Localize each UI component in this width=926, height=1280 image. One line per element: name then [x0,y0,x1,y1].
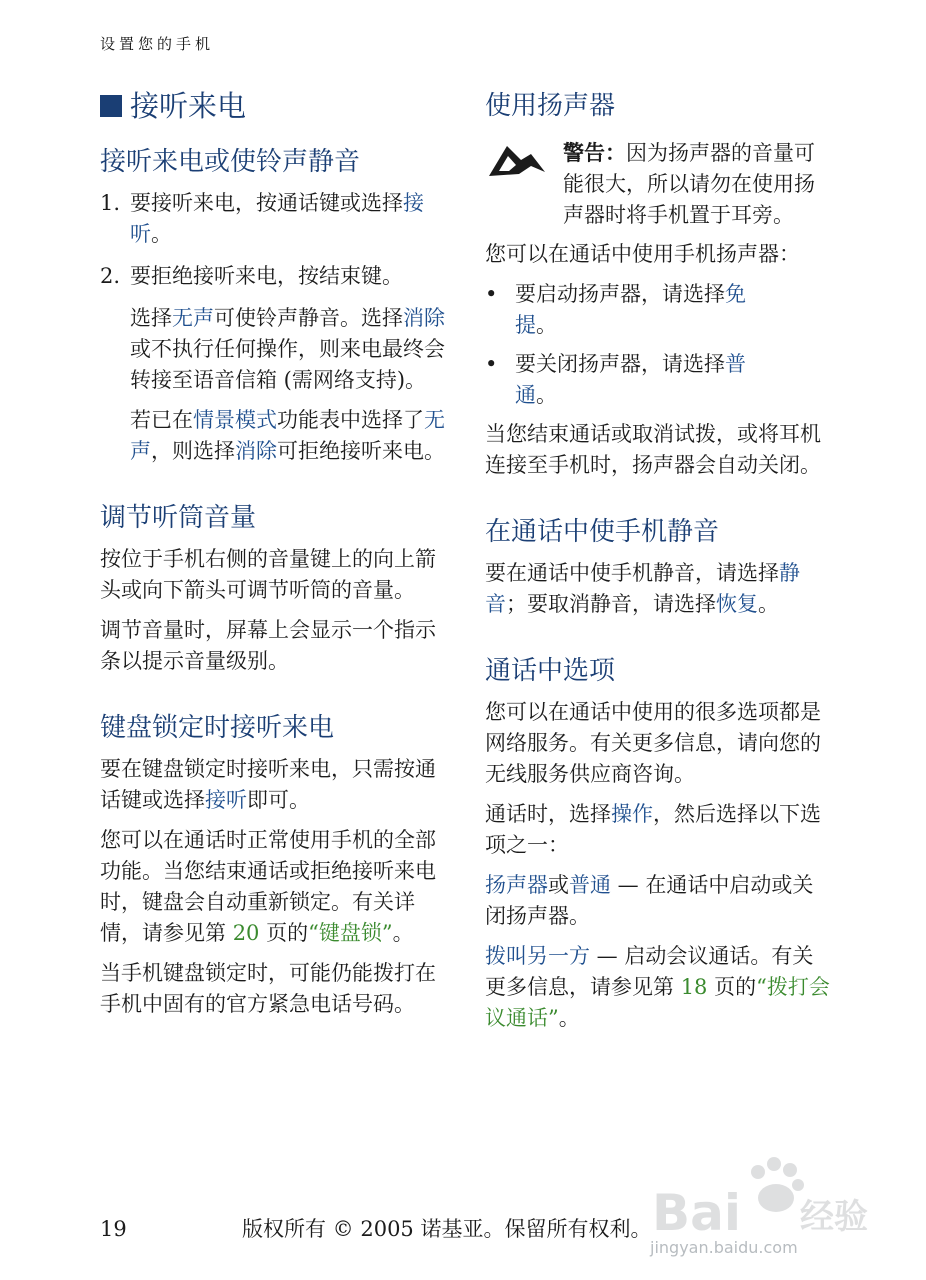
link-silent[interactable]: 无声 [130,408,445,463]
link-options[interactable]: 操作 [611,802,653,826]
copyright-notice: 版权所有 © 2005 诺基亚。保留所有权利。 [242,1217,652,1241]
cross-reference-link[interactable]: “键盘锁” [308,921,393,945]
link-loudspeaker[interactable]: 扬声器 [485,873,548,897]
bullet-icon: • [485,282,498,306]
list-item: • 要启动扬声器，请选择免提。 [485,279,830,341]
link-handsfree[interactable]: 免提 [515,282,746,337]
title-square-icon [100,95,122,117]
warning-icon [485,138,563,231]
svg-text:经验: 经验 [800,1197,868,1237]
page-ref-number[interactable]: 18 [680,975,708,999]
page-number: 19 [100,1217,127,1241]
right-column [485,86,830,1043]
heading-mute-in-call: 在通话中使手机静音 [485,517,720,547]
heading-answer-or-mute: 接听来电或使铃声静音 [100,147,361,177]
link-normal[interactable]: 普通 [569,873,611,897]
link-reject[interactable]: 消除 [403,306,445,330]
left-column [100,86,445,1029]
step-number: 1. [100,191,121,215]
step-number: 2. [100,264,121,288]
svg-text:Bai: Bai [652,1184,741,1242]
cross-reference-link[interactable]: “拨打会议通话” [485,975,830,1030]
watermark-url: jingyan.baidu.com [650,1238,798,1257]
list-item: • 要关闭扬声器，请选择普通。 [485,349,830,411]
paragraph: 要在通话中使手机静音，请选择静音；要取消静音，请选择恢复。 [485,561,800,616]
bullet-list [485,279,830,411]
link-unmute[interactable]: 恢复 [716,592,758,616]
paragraph: 要在键盘锁定时接听来电，只需按通话键或选择接听即可。 [100,757,436,812]
paragraph: 拨叫另一方 — 启动会议通话。有关更多信息，请参见第 18 页的“拨打会议通话”。 [485,944,830,1030]
chapter-title-text: 接听来电 [130,89,247,123]
paragraph: 扬声器或普通 — 在通话中启动或关闭扬声器。 [485,873,814,928]
paragraph: 您可以在通话中使用的很多选项都是网络服务。有关更多信息，请向您的无线服务供应商咨询。 [485,700,821,786]
link-silent[interactable]: 无声 [172,306,214,330]
steps-list [100,188,445,292]
link-new-call[interactable]: 拨叫另一方 [485,944,590,968]
warning-box [485,138,830,231]
paragraph: 若已在情景模式功能表中选择了无声，则选择消除可拒绝接听来电。 [130,408,445,463]
bullet-icon: • [485,352,498,376]
page-ref-number[interactable]: 20 [232,921,260,945]
link-reject[interactable]: 消除 [235,439,277,463]
paragraph: 当手机键盘锁定时，可能仍能拨打在手机中固有的官方紧急电话号码。 [100,961,436,1016]
paragraph: 选择无声可使铃声静音。选择消除或不执行任何操作，则来电最终会转接至语音信箱 (需网络支持)。 [130,306,445,392]
heading-loudspeaker: 使用扬声器 [485,91,616,121]
step-1 [100,188,445,250]
link-normal[interactable]: 普通 [515,352,746,407]
step-2 [100,261,445,292]
section-header: 设置您的手机 [100,35,215,53]
chapter-title [100,86,445,126]
link-answer[interactable]: 接听 [205,788,247,812]
step-text: 要接听来电，按通话键或选择接听。 [130,191,424,246]
link-profiles[interactable]: 情景模式 [193,408,277,432]
paragraph: 按位于手机右侧的音量键上的向上箭头或向下箭头可调节听筒的音量。 [100,547,436,602]
warning-label: 警告： [563,141,626,165]
warning-text: 警告：因为扬声器的音量可能很大，所以请勿在使用扬声器时将手机置于耳旁。 [563,141,815,227]
paragraph: 您可以在通话中使用手机扬声器： [485,242,800,266]
paragraph: 当您结束通话或取消试拨，或将耳机连接至手机时，扬声器会自动关闭。 [485,422,821,477]
heading-in-call-options: 通话中选项 [485,656,616,686]
heading-earpiece-volume: 调节听筒音量 [100,503,257,533]
link-answer[interactable]: 接听 [130,191,424,246]
paragraph: 调节音量时，屏幕上会显示一个指示条以提示音量级别。 [100,618,436,673]
link-mute[interactable]: 静音 [485,561,800,616]
paragraph: 您可以在通话时正常使用手机的全部功能。当您结束通话或拒绝接听来电时，键盘会自动重新锁定。有关详情，请参见第 20 页的“键盘锁”。 [100,828,436,945]
step-text: 要拒绝接听来电，按结束键。 [130,264,403,288]
heading-keyguard-answer: 键盘锁定时接听来电 [100,713,335,743]
paragraph: 通话时，选择操作，然后选择以下选项之一： [485,802,821,857]
